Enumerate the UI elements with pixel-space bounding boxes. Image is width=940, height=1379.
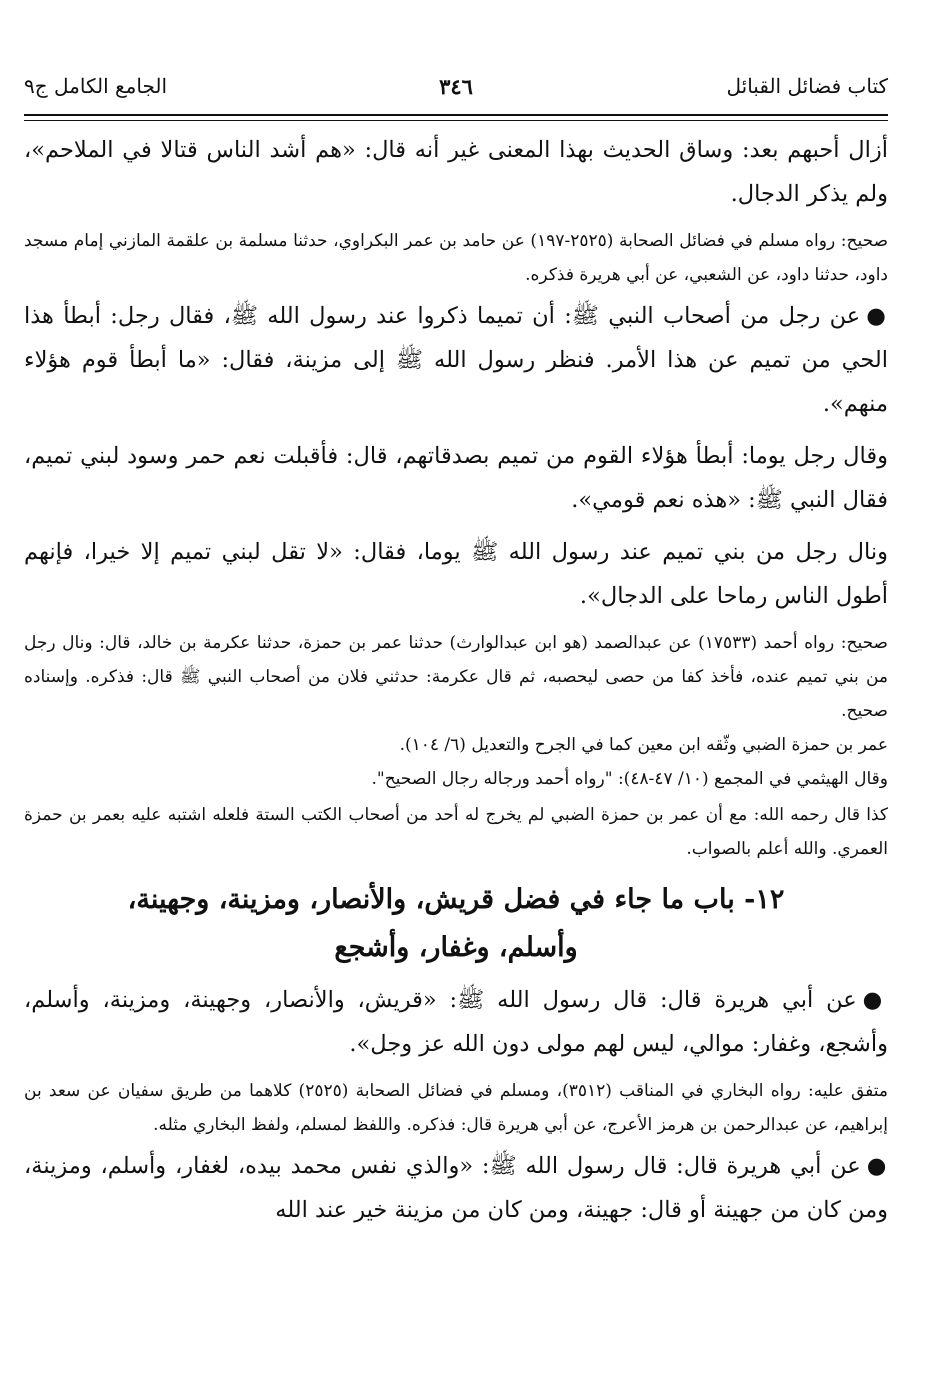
takhrij-note: متفق عليه: رواه البخاري في المناقب (٣٥١٢)، ومسلم في فضائل الصحابة (٢٥٢٥) كلاهما من طريق سفيان عن سعد بن إبراهيم، عن عبدالرحمن بن هرمز الأعرج، عن أبي هريرة قال: فذكره. واللفظ لمسلم، ولفظ البخاري مثله. xyxy=(24,1081,889,1135)
hadith-paragraph: وقال رجل يوما: أبطأ هؤلاء القوم من تميم بصدقاتهم، قال: فأقبلت نعم حمر وسود لبني تميم، فقال النبي ﷺ: «هذه نعم قومي». xyxy=(24,443,888,513)
volume-title: الجامع الكامل ج٩ xyxy=(24,74,168,98)
bullet-icon: ● xyxy=(866,303,888,329)
book-page xyxy=(24,0,888,1379)
running-header xyxy=(24,64,888,108)
hadith-paragraph: أزال أحبهم بعد: وساق الحديث بهذا المعنى غير أنه قال: «هم أشد الناس قتالا في الملاحم»، ولم يذكر الدجال. xyxy=(24,137,888,207)
hadith-paragraph: ●عن أبي هريرة قال: قال رسول الله ﷺ: «قريش، والأنصار، وجهينة، ومزينة، وأسلم، وأشجع، وغفار: موالي، ليس لهم مولى دون الله عز وجل». xyxy=(24,987,888,1057)
citation-note: وقال الهيثمي في المجمع (١٠/ ٤٧-٤٨): "رواه أحمد ورجاله رجال الصحيح". xyxy=(371,769,888,789)
header-rule-thick xyxy=(24,114,888,116)
page-number: ٣٤٦ xyxy=(439,73,473,99)
narrator-note: عمر بن حمزة الضبي وثّقه ابن معين كما في الجرح والتعديل (٦/ ١٠٤). xyxy=(399,735,888,755)
hadith-paragraph: ونال رجل من بني تميم عند رسول الله ﷺ يوما، فقال: «لا تقل لبني تميم إلا خيرا، فإنهم أطول الناس رماحا على الدجال». xyxy=(24,539,888,609)
bullet-icon: ● xyxy=(866,1153,888,1179)
page-body xyxy=(24,128,888,1232)
takhrij-note: صحيح: رواه أحمد (١٧٥٣٣) عن عبدالصمد (هو ابن عبدالوارث) حدثنا عمر بن حمزة، حدثنا عكرمة بن خالد، قال: ونال رجل من بني تميم عنده، فأخذ كفا من حصى ليحصبه، ثم قال عكرمة: حدثني فلان من أصحاب النبي ﷺ قال: فذكره. وإسناده صحيح. xyxy=(24,633,888,721)
takhrij-note: صحيح: رواه مسلم في فضائل الصحابة (٢٥٢٥-١٩٧) عن حامد بن عمر البكراوي، حدثنا مسلمة بن علقمة المازني إمام مسجد داود، حدثنا داود، عن الشعبي، عن أبي هريرة فذكره. xyxy=(24,231,889,285)
book-title: كتاب فضائل القبائل xyxy=(726,74,888,98)
header-rule-thin xyxy=(24,120,888,121)
hadith-paragraph: ●عن رجل من أصحاب النبي ﷺ: أن تميما ذكروا عند رسول الله ﷺ، فقال رجل: أبطأ هذا الحي من تميم عن هذا الأمر. فنظر رسول الله ﷺ إلى مزينة، فقال: «ما أبطأ قوم هؤلاء منهم». xyxy=(24,303,888,417)
commentary-note: كذا قال رحمه الله: مع أن عمر بن حمزة الضبي لم يخرج له أحد من أصحاب الكتب الستة فلعله اشتبه عليه بعمر بن حمزة العمري. والله أعلم بالصواب. xyxy=(24,805,888,859)
bullet-icon: ● xyxy=(862,987,888,1013)
hadith-paragraph: ●عن أبي هريرة قال: قال رسول الله ﷺ: «والذي نفس محمد بيده، لغفار، وأسلم، ومزينة، ومن كان من جهينة أو قال: جهينة، ومن كان من مزينة خير عند الله xyxy=(24,1153,888,1223)
chapter-heading-line-1: ١٢- باب ما جاء في فضل قريش، والأنصار، ومزينة، وجهينة، xyxy=(127,884,785,915)
chapter-heading-line-2: وأسلم، وغفار، وأشجع xyxy=(334,932,578,963)
chapter-heading xyxy=(24,876,888,972)
